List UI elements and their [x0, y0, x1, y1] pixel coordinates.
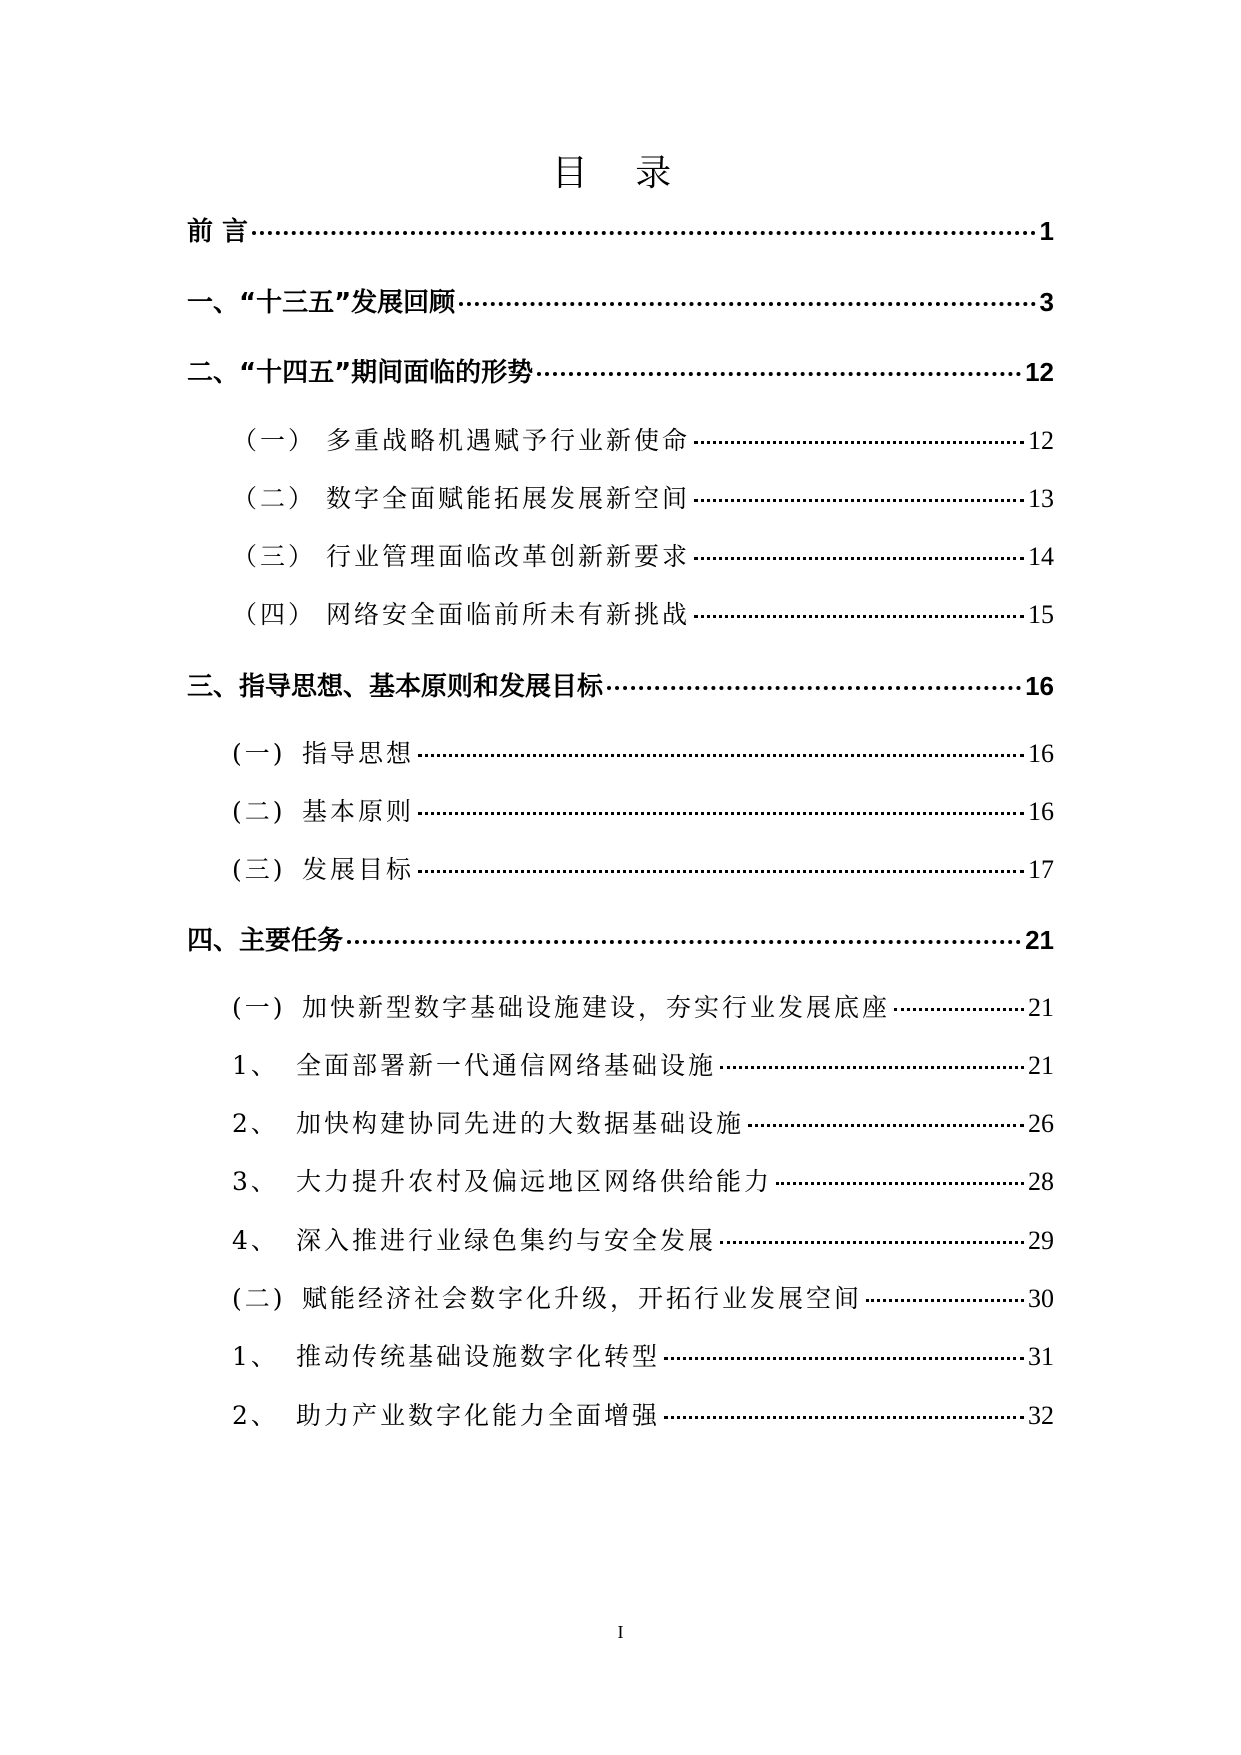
toc-entry-number: （三） [232, 542, 317, 571]
toc-page-number: 26 [1028, 1109, 1054, 1138]
toc-entry[interactable] [232, 1224, 1054, 1258]
toc-page-number: 15 [1028, 600, 1054, 629]
toc-entry[interactable] [232, 1049, 1054, 1083]
toc-page-number: 16 [1025, 671, 1054, 701]
toc-entry-number: (二) [232, 797, 286, 826]
dot-leader [894, 1008, 1024, 1011]
dot-leader [776, 1182, 1024, 1185]
dot-leader [418, 870, 1024, 873]
dot-leader [694, 557, 1024, 560]
toc-page-number: 12 [1025, 357, 1054, 387]
toc-entry[interactable] [232, 1340, 1054, 1374]
dot-leader [537, 372, 1021, 376]
toc-entry-text: 行业管理面临改革创新新要求 [326, 542, 691, 571]
page-title: 目 录 [551, 153, 690, 194]
toc-page-number: 13 [1028, 484, 1054, 513]
toc-entry-text: 四、主要任务 [187, 926, 344, 956]
toc-entry-text: 发展目标 [302, 855, 415, 884]
toc-entry-text: 助力产业数字化能力全面增强 [296, 1401, 661, 1430]
toc-entry-text: 三、指导思想、基本原则和发展目标 [187, 672, 604, 702]
toc-entry-number: (一) [232, 739, 286, 768]
toc-entry-text: 基本原则 [302, 797, 415, 826]
toc-entry-number: 4、 [232, 1226, 279, 1255]
toc-entry-number: 3、 [232, 1167, 279, 1196]
toc-page-number: 21 [1028, 1051, 1054, 1080]
toc-page-number: 21 [1028, 993, 1054, 1022]
toc-entry-number: 1、 [232, 1051, 279, 1080]
toc-entry-text: 网络安全面临前所未有新挑战 [326, 600, 691, 629]
toc-entry-text: 前 言 [187, 217, 249, 247]
toc-page-number: 29 [1028, 1226, 1054, 1255]
dot-leader [720, 1066, 1024, 1069]
toc-entry[interactable] [232, 1165, 1054, 1199]
dot-leader [694, 615, 1024, 618]
toc-entry-number: (一) [232, 993, 286, 1022]
dot-leader [607, 686, 1021, 690]
toc-page-number: 28 [1028, 1167, 1054, 1196]
toc-page-number: 31 [1028, 1342, 1054, 1371]
toc-entry-text: 指导思想 [302, 739, 415, 768]
toc-entry[interactable] [232, 540, 1054, 574]
toc-entry[interactable] [232, 598, 1054, 632]
toc-page-number: 30 [1028, 1284, 1054, 1313]
toc-entry-text: 数字全面赋能拓展发展新空间 [326, 484, 691, 513]
dot-leader [347, 940, 1021, 944]
toc-entry-number: （二） [232, 484, 317, 513]
dot-leader [664, 1357, 1024, 1360]
dot-leader [252, 231, 1035, 235]
toc-entry[interactable] [232, 853, 1054, 887]
dot-leader [748, 1124, 1024, 1127]
toc-entry[interactable] [232, 795, 1054, 829]
toc-entry[interactable] [187, 669, 1054, 704]
toc-page-number: 14 [1028, 542, 1054, 571]
dot-leader [664, 1416, 1024, 1419]
dot-leader [418, 754, 1024, 757]
toc-entry-text: 赋能经济社会数字化升级，开拓行业发展空间 [302, 1284, 863, 1313]
toc-entry[interactable] [187, 285, 1054, 320]
toc-entry-number: 2、 [232, 1109, 279, 1138]
toc-entry-text: 大力提升农村及偏远地区网络供给能力 [296, 1167, 773, 1196]
dot-leader [866, 1299, 1024, 1302]
page-footer-number: I [617, 1622, 624, 1642]
toc-page-number: 32 [1028, 1401, 1054, 1430]
toc-entry-text: 一、“十三五”发展回顾 [187, 288, 456, 318]
toc-entry-text: 加快新型数字基础设施建设，夯实行业发展底座 [302, 993, 891, 1022]
toc-entry-text: 二、“十四五”期间面临的形势 [187, 358, 534, 388]
dot-leader [418, 812, 1024, 815]
toc-entry-text: 多重战略机遇赋予行业新使命 [326, 426, 691, 455]
toc-entry-number: (三) [232, 855, 286, 884]
toc-page-number: 12 [1028, 426, 1054, 455]
toc-entry-text: 加快构建协同先进的大数据基础设施 [296, 1109, 745, 1138]
toc-entry[interactable] [232, 1107, 1054, 1141]
toc-entry[interactable] [232, 737, 1054, 771]
toc-page-number: 16 [1028, 797, 1054, 826]
toc-page-number: 16 [1028, 739, 1054, 768]
toc-entry-text: 推动传统基础设施数字化转型 [296, 1342, 661, 1371]
toc-entry-number: （一） [232, 426, 317, 455]
toc-entry-number: (二) [232, 1284, 286, 1313]
toc-entry-number: 2、 [232, 1401, 279, 1430]
toc-entry[interactable] [232, 1399, 1054, 1433]
dot-leader [694, 499, 1024, 502]
toc-entry[interactable] [187, 214, 1054, 249]
toc-entry[interactable] [187, 355, 1054, 390]
toc-entry[interactable] [187, 923, 1054, 958]
toc-entry-number: （四） [232, 600, 317, 629]
toc-page-number: 17 [1028, 855, 1054, 884]
toc-entry-text: 深入推进行业绿色集约与安全发展 [296, 1226, 717, 1255]
toc-page-number: 1 [1039, 216, 1054, 246]
toc-page-number: 21 [1025, 925, 1054, 955]
toc-entry[interactable] [232, 1282, 1054, 1316]
toc-entry-text: 全面部署新一代通信网络基础设施 [296, 1051, 717, 1080]
toc-entry[interactable] [232, 482, 1054, 516]
toc-entry-number: 1、 [232, 1342, 279, 1371]
dot-leader [459, 302, 1035, 306]
toc-entry[interactable] [232, 424, 1054, 458]
toc-entry[interactable] [232, 991, 1054, 1025]
toc-page-number: 3 [1039, 287, 1054, 317]
dot-leader [720, 1241, 1024, 1244]
dot-leader [694, 441, 1024, 444]
